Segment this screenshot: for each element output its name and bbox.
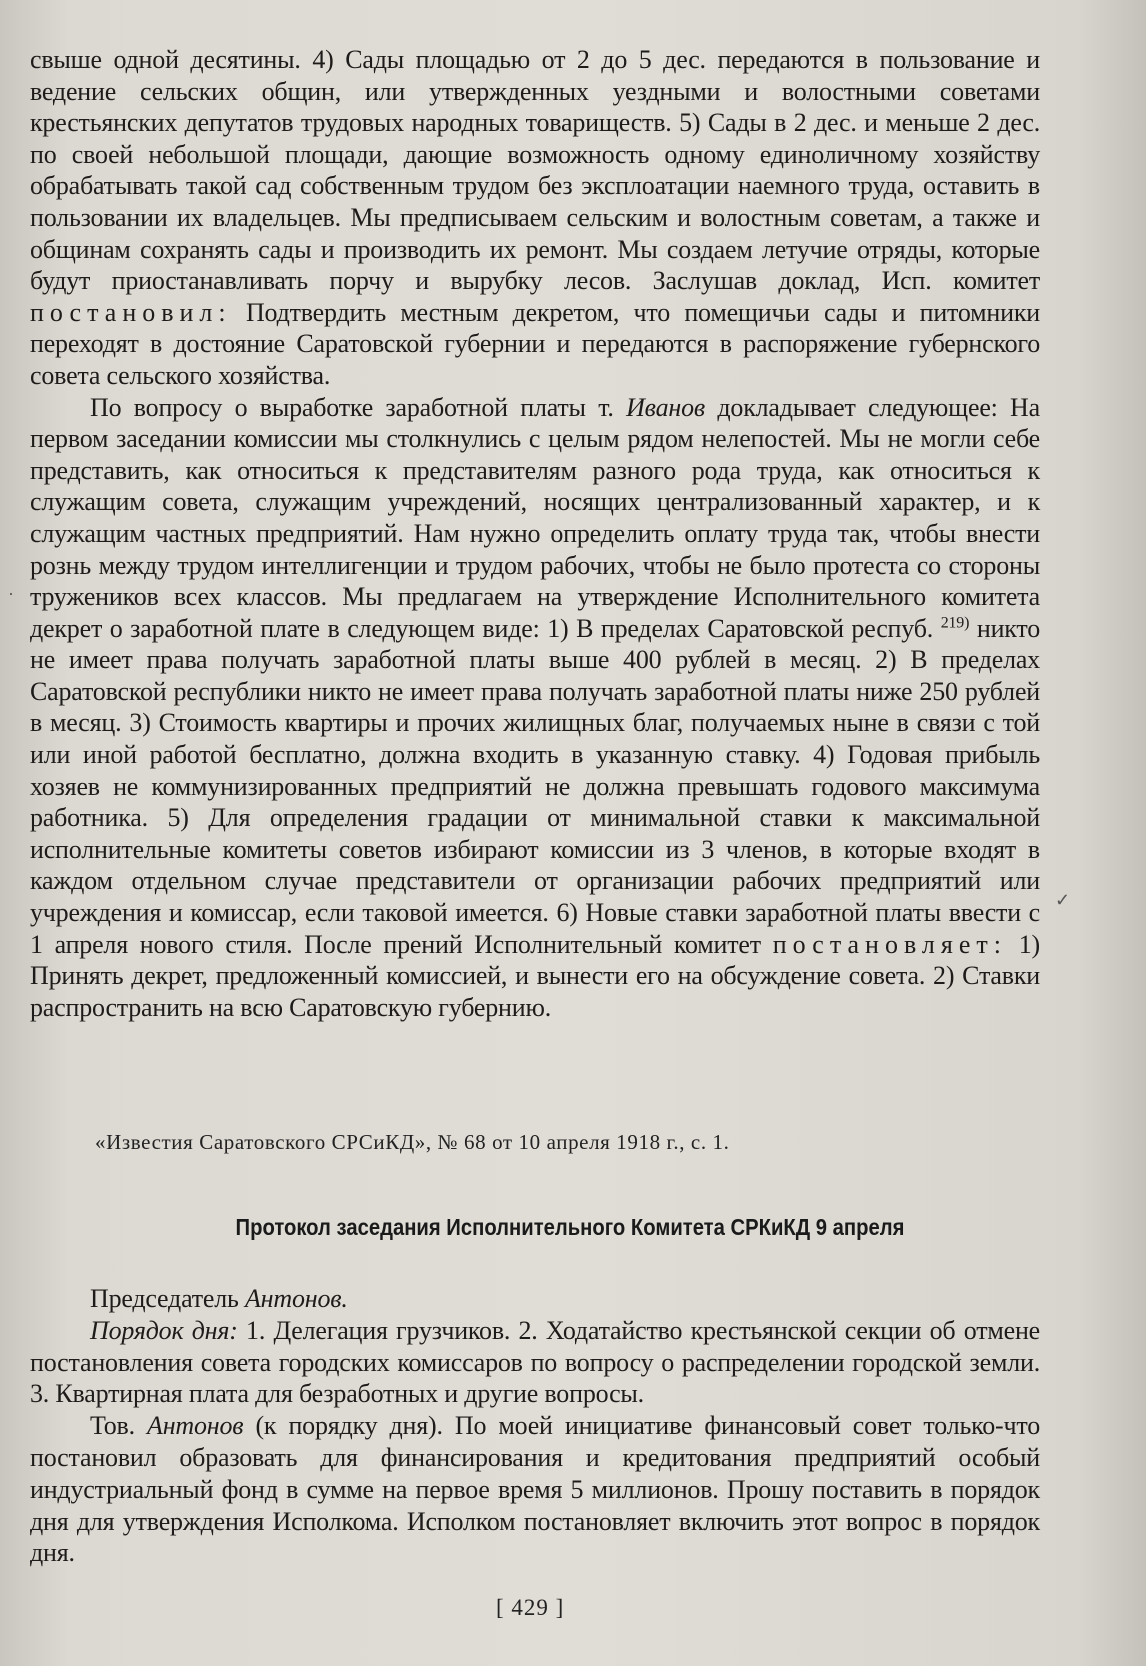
page-number: [ 429 ]	[496, 1595, 565, 1620]
chairman-name: Антонов.	[245, 1284, 348, 1313]
agenda-label: Порядок дня:	[90, 1315, 238, 1345]
speech-paragraph: Тов. Антонов (к порядку дня). По моей инициативе финансовый совет только-что постановил образовать для финансирования и кредитования предприятий особый индустриальный фонд в сумме на первое время 5 миллионов. Прошу поставить в порядок дня для утверждения Исполкома. Исполком постановляет включить этот вопрос в порядок дня.	[30, 1411, 1040, 1568]
paragraph-wages: По вопросу о выработке заработной платы т. Иванов докладывает следующее: На первом заседании комиссии мы столкнулись с целым рядом нелепостей. Мы не могли себе представить, как относиться к представителям разного рода труда, как относиться к служащим совета, служащим учреждений, носящих централизованный характер, и к служащим частных предприятий. Нам нужно определить оплату труда так, чтобы внести рознь между трудом интеллигенции и трудом рабочих, чтобы не было протеста со стороны тружеников всех классов. Мы предлагаем на утверждение Исполнительного комитета декрет о заработной плате в следующем виде: 1) В пределах Саратовской респуб. $^{219)}$ никто не имеет права получать заработной платы выше 400 рублей в месяц. 2) В пределах Саратовской республики никто не имеет права получать заработной платы ниже 250 рублей в месяц. 3) Стоимость квартиры и прочих жилищных благ, получаемых ныне в связи с той или иной работой бесплатно, должна входить в указанную ставку. 4) Годовая прибыль хозяев не коммунизированных предприятий не должна превышать годового максимума работника. 5) Для определения градации от минимальной ставки к максимальной исполнительные комитеты советов избирают комиссии из 3 членов, в которые входят в каждом отдельном случае представители от организации рабочих предприятий или учреждения и комиссар, если таковой имеется. 6) Новые ставки заработной платы ввести с 1 апреля нового стиля. После прений Исполнительный комитет постановляет: 1) Принять декрет, предложенный комиссией, и вынести его на обсуждение совета. 2) Ставки распространить на всю Саратовскую губернию.	[30, 392, 1040, 1022]
section-heading: Протокол заседания Исполнительного Комитета СРКиКД 9 апреля	[235, 1214, 905, 1240]
resolution-word: постановил:	[30, 297, 232, 327]
speech-speaker: Антонов	[147, 1411, 244, 1441]
body-text-upper	[30, 44, 1040, 1023]
margin-tick-mark: ✓	[1055, 890, 1071, 910]
source-citation: «Известия Саратовского СРСиКД», № 68 от 10 апреля 1918 г., с. 1.	[95, 1130, 730, 1154]
margin-dot-mark: ·	[8, 584, 14, 604]
resolution-word-2: постановляет:	[772, 929, 1007, 959]
agenda-paragraph: Порядок дня: 1. Делегация грузчиков. 2. Ходатайство крестьянской секции об отмене постановления совета городских комиссаров по вопросу о распределении городской земли. 3. Квартирная плата для безработных и другие вопросы.	[30, 1315, 1040, 1409]
paragraph-gardens: свыше одной десятины. 4) Сады площадью от 2 до 5 дес. передаются в пользование и ведение сельских общин, или утвержденных уездными и волостными советами крестьянских депутатов трудовых народных товариществ. 5) Сады в 2 дес. и меньше 2 дес. по своей небольшой площади, дающие возможность одному единоличному хозяйству обрабатывать такой сад собственным трудом без эксплоатации наемного труда, оставить в пользовании их владельцев. Мы предписываем сельским и волостным советам, а также и общинам сохранять сады и производить их ремонт. Мы создаем летучие отряды, которые будут приостанавливать порчу и вырубку лесов. Заслушав доклад, Исп. комитет постановил: Подтвердить местным декретом, что помещичьи сады и питомники переходят в достояние Саратовской губернии и передаются в распоряжение губернского совета сельского хозяйства.	[30, 45, 1041, 390]
body-text-lower	[30, 1283, 1040, 1569]
footnote-ref: 219)	[940, 614, 970, 632]
chairman-line: Председатель Антонов.	[90, 1284, 348, 1313]
speaker-name: Иванов	[626, 392, 705, 422]
